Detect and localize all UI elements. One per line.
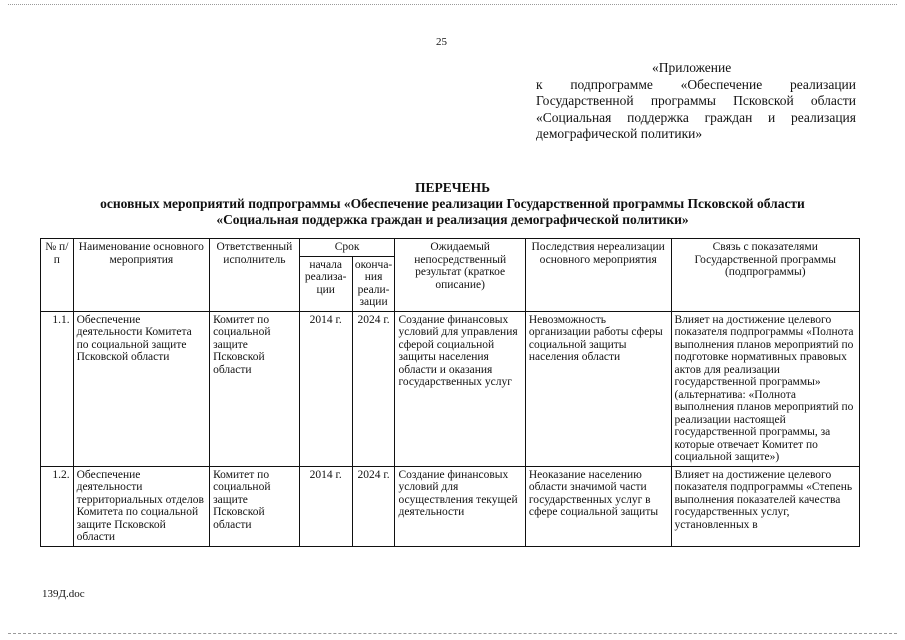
row-start: 2014 г.	[299, 466, 352, 546]
row-end: 2024 г.	[352, 311, 395, 466]
row-result: Создание финансовых условий для управления сферой социальной защиты населения области и оказания государственных услуг	[395, 311, 525, 466]
row-end: 2024 г.	[352, 466, 395, 546]
header-name: Наименование основного мероприятия	[73, 239, 209, 312]
appendix-line-3: Государственной программы Псковской области	[536, 93, 856, 108]
header-consequences: Последствия нереализации основного мероприятия	[525, 239, 671, 312]
activities-table	[40, 238, 860, 547]
header-executor: Ответственный исполнитель	[210, 239, 300, 312]
header-term-start: начала реализа-ции	[299, 256, 352, 311]
heading-line-1: основных мероприятий подпрограммы «Обеспечение реализации Государственной программы Псковской области	[100, 196, 805, 211]
row-consequences: Невозможность организации работы сферы социальной защиты населения области	[525, 311, 671, 466]
row-name: Обеспечение деятельности территориальных отделов Комитета по социальной защите Псковской области	[73, 466, 209, 546]
row-link: Влияет на достижение целевого показателя подпрограммы «Полнота выполнения планов мероприятий по подготовке нормативных правовых актов для реализации государственной программы» (альтернатива: «Полнота выполнения планов мероприятий по реализации настоящей государственной программы, за которые отвечает Комитет по социальной защите»)	[671, 311, 860, 466]
row-num: 1.2.	[41, 466, 74, 546]
top-border-line	[8, 4, 897, 5]
page-number: 25	[436, 36, 447, 48]
heading-line-2: «Социальная поддержка граждан и реализация демографической политики»	[216, 212, 689, 227]
header-num: № п/п	[41, 239, 74, 312]
row-executor: Комитет по социальной защите Псковской области	[210, 311, 300, 466]
row-executor: Комитет по социальной защите Псковской области	[210, 466, 300, 546]
appendix-line-4: «Социальная поддержка граждан и реализация	[536, 109, 856, 125]
heading-title: ПЕРЕЧЕНЬ	[414, 180, 491, 195]
row-name: Обеспечение деятельности Комитета по социальной защите Псковской области	[73, 311, 209, 466]
row-consequences: Неоказание населению области значимой части государственных услуг в сфере социальной защиты	[525, 466, 671, 546]
bottom-border-line	[8, 633, 897, 634]
header-link: Связь с показателями Государственной программы (подпрограммы)	[671, 239, 860, 312]
row-result: Создание финансовых условий для осуществления текущей деятельности	[395, 466, 525, 546]
table-row	[41, 311, 860, 466]
row-start: 2014 г.	[299, 311, 352, 466]
appendix-note	[536, 60, 856, 143]
row-link: Влияет на достижение целевого показателя подпрограммы «Степень выполнения показателей качества государственных услуг, установленных в	[671, 466, 860, 546]
table-header-row	[41, 239, 860, 257]
appendix-line-2: к подпрограмме «Обеспечение реализации	[536, 76, 856, 92]
header-term: Срок	[299, 239, 395, 257]
document-heading	[0, 180, 905, 228]
row-num: 1.1.	[41, 311, 74, 466]
footer-filename: 139Д.doc	[42, 588, 85, 600]
appendix-line-1: «Приложение	[652, 60, 732, 75]
table-row	[41, 466, 860, 546]
header-result: Ожидаемый непосредственный результат (краткое описание)	[395, 239, 525, 312]
header-term-end: оконча-ния реали-зации	[352, 256, 395, 311]
appendix-line-5: демографической политики»	[536, 126, 703, 141]
